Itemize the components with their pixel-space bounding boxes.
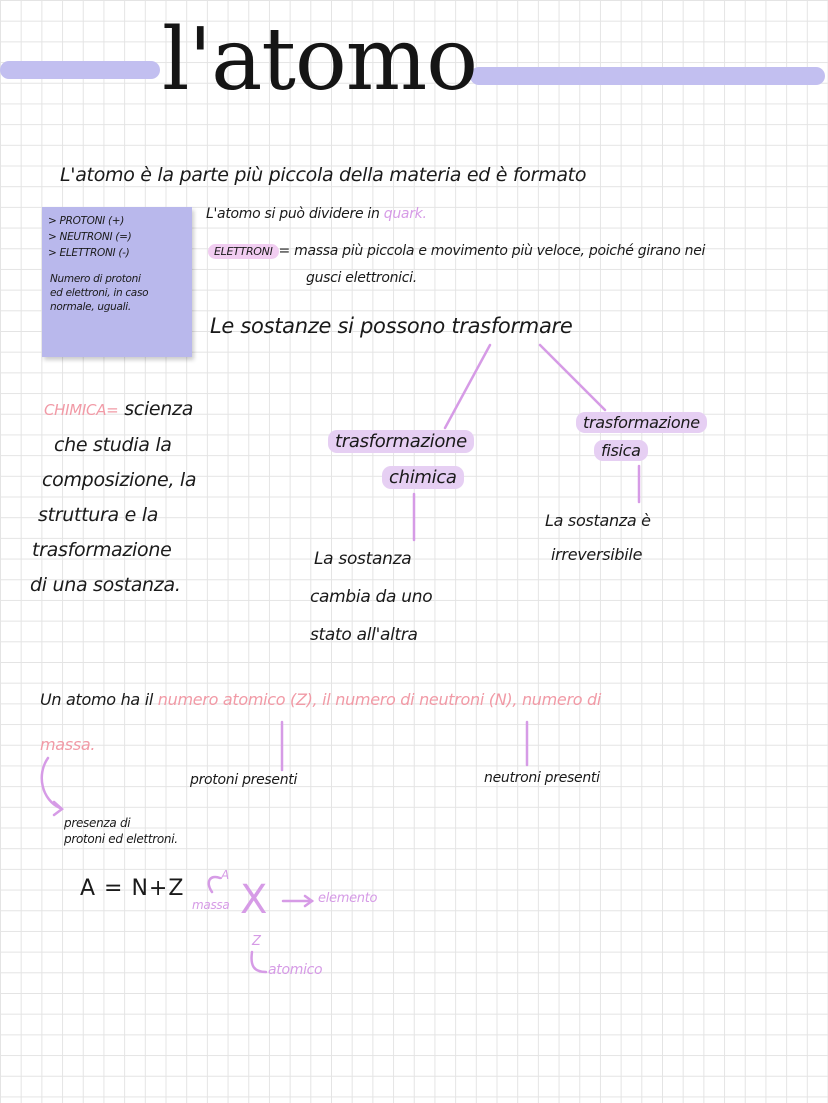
page-title: l'atomo xyxy=(162,10,478,110)
sticky-protoni: > PROTONI (+) xyxy=(48,215,125,227)
atomo-numeri-line xyxy=(40,690,601,709)
formula: A = N+Z xyxy=(80,876,185,901)
notation-massa: massa xyxy=(192,898,230,912)
chimica-line-5: trasformazione xyxy=(32,539,172,561)
atomo-prefix: Un atomo ha il xyxy=(40,690,158,709)
protoni-presenti: protoni presenti xyxy=(190,772,298,788)
elettroni-text-2: gusci elettronici. xyxy=(306,270,417,286)
presenza-line-2: protoni ed elettroni. xyxy=(64,832,178,846)
chimica-line-3: composizione, la xyxy=(42,469,197,491)
chimica-definition xyxy=(30,392,196,603)
elettroni-text: = massa più piccola e movimento più veloce, poiché girano nei xyxy=(278,243,706,259)
connector-massa-arrow xyxy=(54,802,62,815)
neutroni-presenti: neutroni presenti xyxy=(484,770,600,786)
sticky-elettroni: > ELETTRONI (-) xyxy=(48,247,130,259)
notation-x: X xyxy=(240,877,268,923)
chimica-line-2: che studia la xyxy=(54,434,172,456)
sticky-note-1: Numero di protoni xyxy=(50,273,141,285)
numero-massa-1: numero di xyxy=(517,690,602,709)
connector-massa xyxy=(42,758,60,808)
intro-text: L'atomo è la parte più piccola della materia ed è formato xyxy=(60,164,587,186)
trasf-chimica-desc-3: stato all'altra xyxy=(310,625,418,645)
notation-z: Z xyxy=(252,934,261,949)
numero-massa-2: massa. xyxy=(40,735,96,754)
trasf-chimica-line2: chimica xyxy=(382,466,464,489)
notation-atomico: atomico xyxy=(268,962,323,978)
chimica-line-1: scienza xyxy=(118,398,194,420)
connector-chimica xyxy=(445,345,490,428)
notation-elemento: elemento xyxy=(318,891,378,906)
sticky-note-3: normale, uguali. xyxy=(50,301,131,313)
quark-word: quark. xyxy=(383,206,427,222)
presenza-line-1: presenza di xyxy=(64,816,131,830)
quark-prefix: L'atomo si può dividere in xyxy=(206,206,380,222)
trasf-fisica-desc-2: irreversibile xyxy=(551,545,643,564)
sticky-neutroni: > NEUTRONI (=) xyxy=(48,231,132,243)
trasf-fisica-line2: fisica xyxy=(594,440,648,461)
trasf-chimica-desc xyxy=(310,540,432,654)
sostanze-heading: Le sostanze si possono trasformare xyxy=(210,314,573,338)
trasf-chimica-desc-1: La sostanza xyxy=(314,549,412,569)
chimica-label: CHIMICA= xyxy=(44,401,119,419)
trasf-chimica-line1: trasformazione xyxy=(328,430,474,453)
trasf-fisica-desc-1: La sostanza è xyxy=(545,511,651,530)
elettroni-label: ELETTRONI xyxy=(208,244,279,259)
trasf-fisica-line1: trasformazione xyxy=(576,412,707,433)
numero-atomico: numero atomico (Z), xyxy=(157,690,318,709)
connector-fisica xyxy=(540,345,605,410)
chimica-line-4: struttura e la xyxy=(38,504,159,526)
arrow-atomico xyxy=(252,952,266,972)
sticky-note-2: ed elettroni, in caso xyxy=(50,287,149,299)
numero-neutroni: il numero di neutroni (N), xyxy=(317,690,518,709)
arrow-massa xyxy=(209,877,220,892)
presenza-note xyxy=(64,815,178,847)
chimica-line-6: di una sostanza. xyxy=(30,574,181,596)
trasf-chimica-desc-2: cambia da uno xyxy=(310,587,433,607)
trasf-fisica-desc xyxy=(545,504,651,572)
notation-a: A xyxy=(221,868,229,882)
